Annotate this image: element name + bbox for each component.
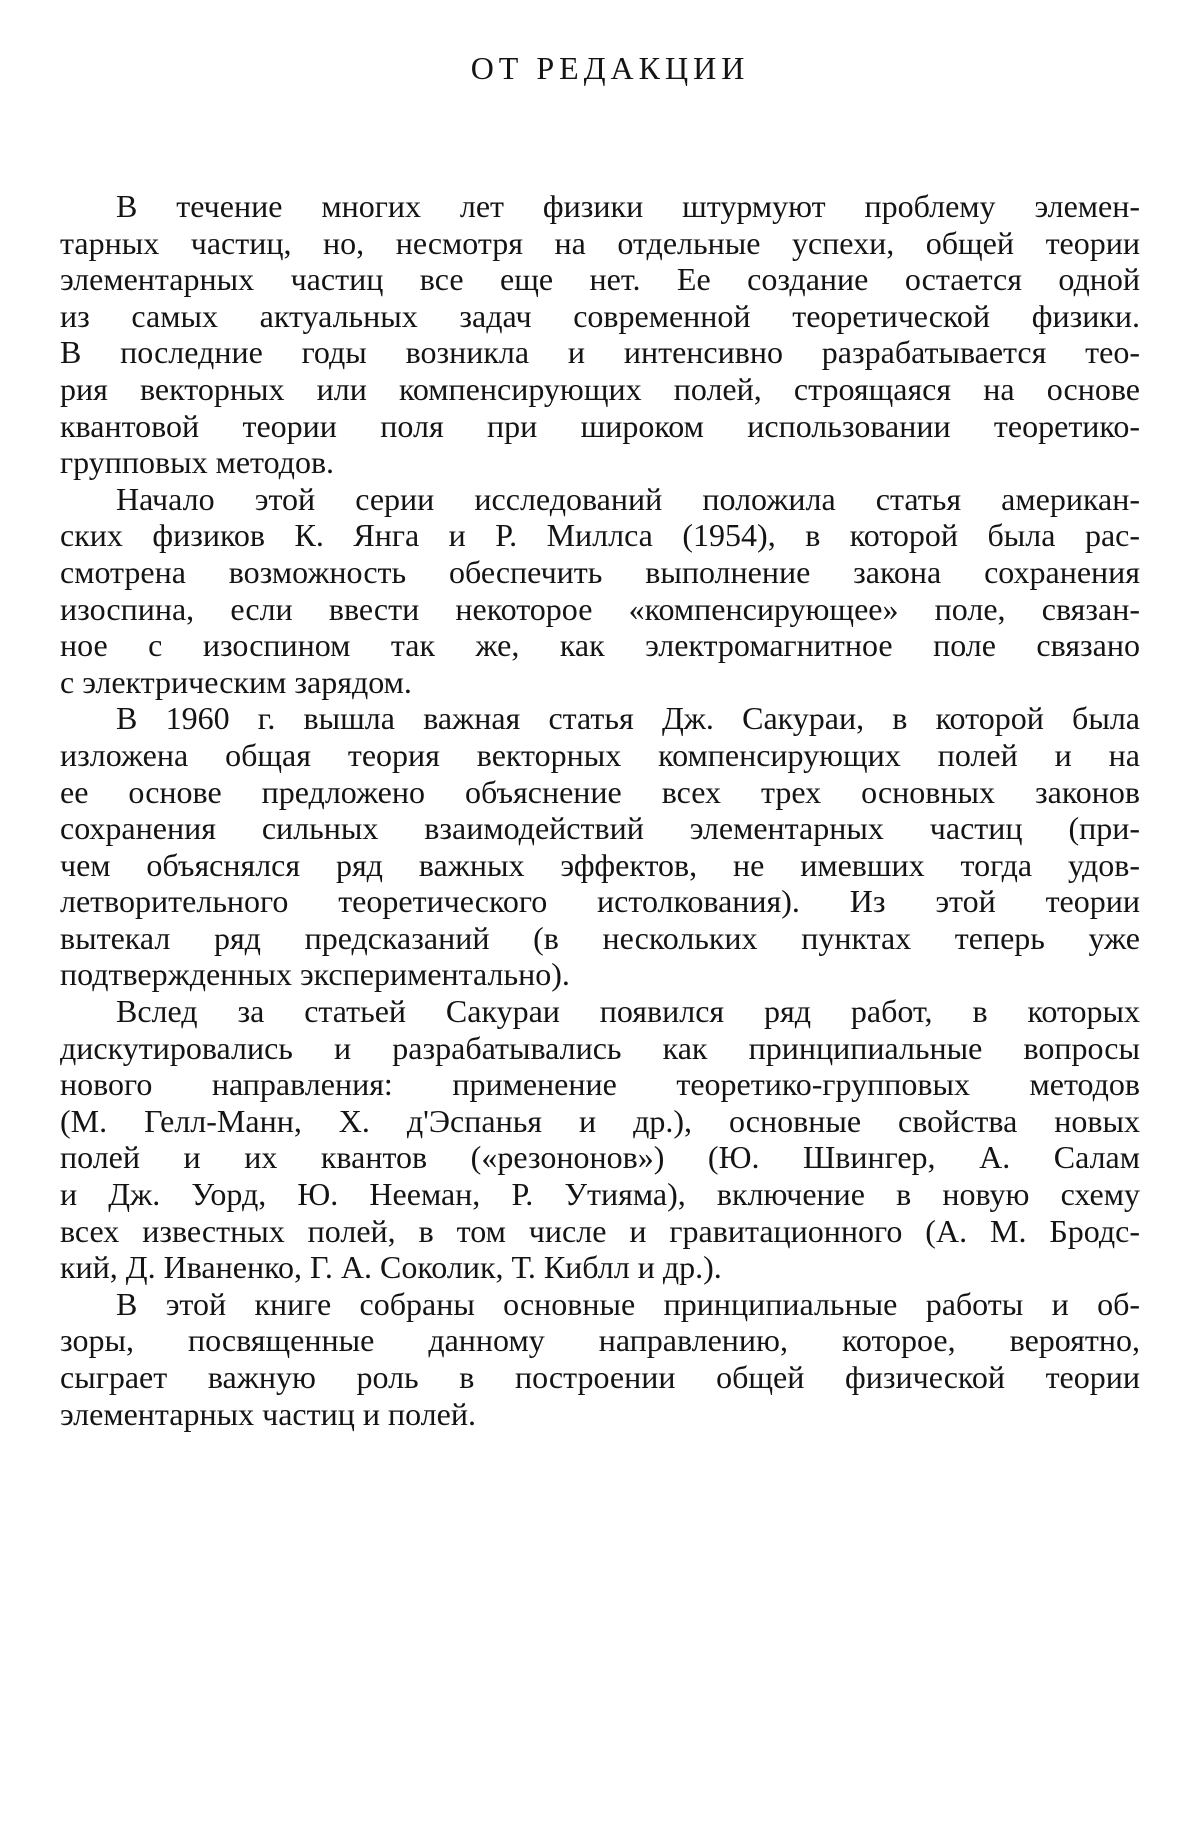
text-line: ее основе предложено объяснение всех трех основных законов	[60, 773, 1140, 810]
text-line: Вслед за статьей Сакураи появился ряд работ, в которых	[116, 993, 1140, 1030]
body-text	[60, 188, 1140, 1432]
text-line: зоры, посвященные данному направлению, которое, вероятно,	[60, 1322, 1140, 1359]
text-line: В этой книге собраны основные принципиальные работы и об-	[116, 1285, 1140, 1322]
text-line: подтвержденных экспериментально).	[60, 956, 570, 993]
text-line: В последние годы возникла и интенсивно разрабатывается тео-	[60, 334, 1140, 371]
text-line: (М. Гелл-Манн, Х. д'Эспанья и др.), основные свойства новых	[60, 1102, 1140, 1139]
text-line: кий, Д. Иваненко, Г. А. Соколик, Т. Киблл и др.).	[60, 1249, 722, 1286]
text-line: и Дж. Уорд, Ю. Нееман, Р. Утияма), включение в новую схему	[60, 1176, 1140, 1213]
text-line: дискутировались и разрабатывались как принципиальные вопросы	[60, 1029, 1140, 1066]
text-line: летворительного теоретического истолкования). Из этой теории	[60, 883, 1140, 920]
text-line: чем объяснялся ряд важных эффектов, не имевших тогда удов-	[60, 846, 1140, 883]
text-line: изоспина, если ввести некоторое «компенсирующее» поле, связан-	[60, 590, 1140, 627]
text-line: сыграет важную роль в построении общей физической теории	[60, 1359, 1140, 1395]
paragraph-4	[60, 993, 1140, 1286]
text-line: элементарных частиц все еще нет. Ее создание остается одной	[60, 261, 1140, 298]
text-line: всех известных полей, в том числе и гравитационного (А. М. Бродс-	[60, 1212, 1140, 1249]
text-line: В 1960 г. вышла важная статья Дж. Сакураи, в которой была	[116, 700, 1140, 737]
text-line: групповых методов.	[60, 444, 335, 481]
text-line: квантовой теории поля при широком использовании теоретико-	[60, 407, 1140, 444]
text-line: нового направления: применение теоретико-групповых методов	[60, 1066, 1140, 1103]
text-line: Начало этой серии исследований положила статья американ-	[116, 480, 1140, 517]
text-line: вытекал ряд предсказаний (в нескольких пунктах теперь уже	[60, 919, 1140, 956]
paragraph-2	[60, 481, 1140, 701]
text-line: рия векторных или компенсирующих полей, строящаяся на основе	[60, 370, 1140, 407]
text-line: элементарных частиц и полей.	[60, 1395, 476, 1432]
text-line: полей и их квантов («резононов») (Ю. Швингер, А. Салам	[60, 1139, 1140, 1176]
page-heading: ОТ РЕДАКЦИИ	[470, 50, 750, 86]
text-line: смотрена возможность обеспечить выполнение закона сохранения	[60, 553, 1140, 590]
text-line: ное с изоспином так же, как электромагнитное поле связано	[60, 627, 1140, 664]
text-line: В течение многих лет физики штурмуют проблему элемен-	[116, 188, 1140, 224]
text-line: ских физиков К. Янга и Р. Миллса (1954), в которой была рас-	[60, 517, 1140, 554]
text-line: тарных частиц, но, несмотря на отдельные успехи, общей теории	[60, 224, 1140, 261]
text-line: сохранения сильных взаимодействий элементарных частиц (при-	[60, 810, 1140, 847]
text-line: изложена общая теория векторных компенсирующих полей и на	[60, 736, 1140, 773]
paragraph-1	[60, 188, 1140, 481]
text-line: с электрическим зарядом.	[60, 663, 412, 700]
paragraph-5	[60, 1286, 1140, 1432]
paragraph-3	[60, 700, 1140, 993]
document-page	[60, 48, 1140, 1432]
text-line: из самых актуальных задач современной теоретической физики.	[60, 297, 1140, 334]
